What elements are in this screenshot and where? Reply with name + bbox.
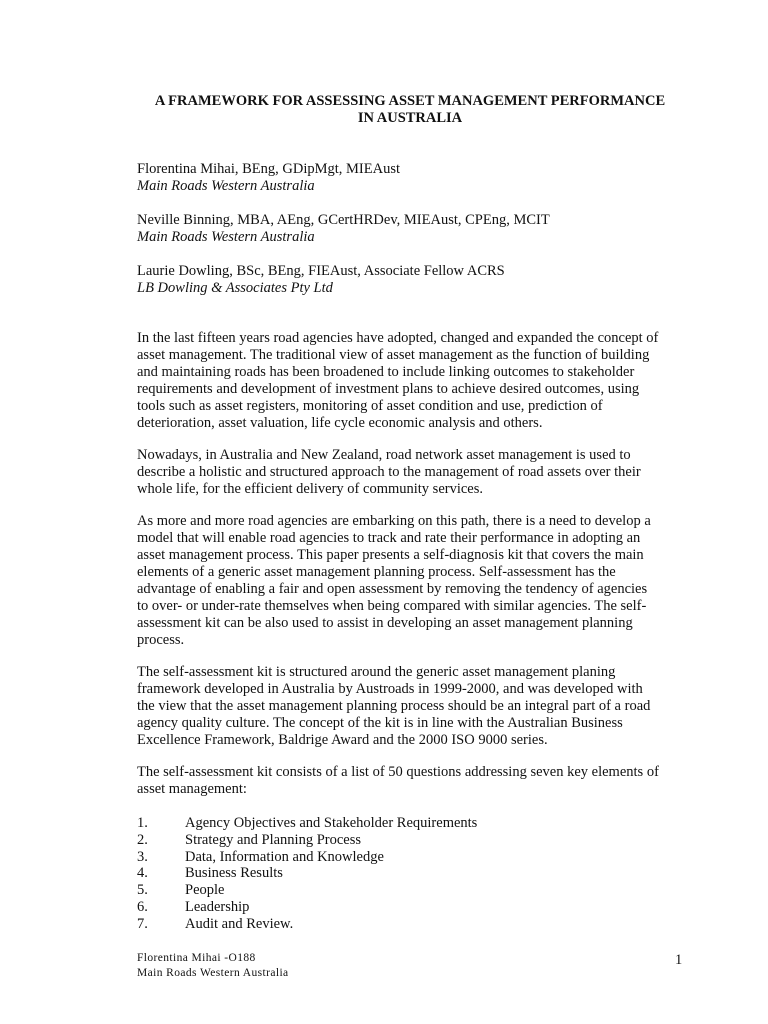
paragraph-line: and maintaining roads has been broadened to include linking outcomes to stakeholder (137, 364, 635, 380)
paper-title-line-1: A FRAMEWORK FOR ASSESSING ASSET MANAGEMENT PERFORMANCE (154, 93, 666, 109)
paragraph-line: the view that the asset management planning process should be an integral part of a road (137, 698, 651, 714)
paragraph-line: model that will enable road agencies to track and rate their performance in adopting an (137, 530, 641, 546)
paragraph-line: describe a holistic and structured approach to the management of road assets over their (137, 464, 641, 480)
paragraph-line: process. (137, 632, 185, 648)
paragraph-line: As more and more road agencies are embarking on this path, there is a need to develop a (137, 513, 651, 529)
page-number: 1 (675, 952, 683, 968)
author-name: Laurie Dowling, BSc, BEng, FIEAust, Associate Fellow ACRS (137, 263, 505, 279)
list-item-text: People (185, 882, 225, 899)
list-item-text: Leadership (185, 898, 250, 915)
author-name: Neville Binning, MBA, AEng, GCertHRDev, MIEAust, CPEng, MCIT (137, 212, 550, 228)
paragraph-line: In the last fifteen years road agencies have adopted, changed and expanded the concept of (137, 330, 659, 346)
list-item-number: 3. (137, 848, 148, 865)
list-item-text: Strategy and Planning Process (185, 831, 361, 848)
paragraph-line: Nowadays, in Australia and New Zealand, road network asset management is used to (137, 447, 631, 463)
list-item-number: 4. (137, 865, 148, 882)
paragraph-line: asset management. The traditional view of asset management as the function of building (137, 347, 650, 363)
body-paragraph (137, 764, 672, 798)
paragraph-line: deterioration, asset valuation, life cycle economic analysis and others. (137, 415, 543, 431)
paragraph-line: advantage of enabling a fair and open assessment by removing the tendency of agencies (137, 581, 648, 597)
list-item-text: Business Results (185, 865, 283, 882)
body-paragraph (137, 447, 672, 498)
list-item-number: 6. (137, 898, 148, 915)
paragraph-line: assessment kit can be also used to assist in developing an asset management planning (137, 615, 633, 631)
list-item-number: 7. (137, 915, 148, 932)
author-affiliation: Main Roads Western Australia (137, 178, 315, 194)
paragraph-line: asset management: (137, 781, 247, 797)
paragraph-line: framework developed in Australia by Austroads in 1999-2000, and was developed with (137, 681, 643, 697)
list-item-text: Audit and Review. (185, 915, 294, 932)
paper-title (120, 93, 700, 127)
paragraph-line: asset management process. This paper presents a self-diagnosis kit that covers the main (137, 547, 644, 563)
author-affiliation: Main Roads Western Australia (137, 229, 315, 245)
author-affiliation: LB Dowling & Associates Pty Ltd (137, 280, 333, 296)
list-item-text: Agency Objectives and Stakeholder Requirements (185, 815, 478, 831)
paragraph-line: Excellence Framework, Baldrige Award and the 2000 ISO 9000 series. (137, 732, 548, 748)
paragraph-line: requirements and development of investment plans to achieve desired outcomes, using (137, 381, 640, 397)
paragraph-line: elements of a generic asset management planning process. Self-assessment has the (137, 564, 616, 580)
paragraph-line: to over- or under-rate themselves when being compared with similar agencies. The self- (137, 598, 647, 614)
list-item-number: 2. (137, 831, 148, 848)
paragraph-line: tools such as asset registers, monitoring of asset condition and use, prediction of (137, 398, 603, 414)
list-item-number: 5. (137, 882, 148, 899)
list-item-number: 1. (137, 815, 148, 831)
paragraph-line: The self-assessment kit consists of a list of 50 questions addressing seven key elements of (137, 764, 659, 780)
paper-title-line-2: IN AUSTRALIA (357, 110, 463, 126)
body-paragraph (137, 330, 672, 432)
paragraph-line: whole life, for the efficient delivery of community services. (137, 481, 484, 497)
footer-organisation: Main Roads Western Australia (137, 967, 289, 979)
body-paragraph (137, 664, 672, 749)
paragraph-line: The self-assessment kit is structured around the generic asset management planing (137, 664, 616, 680)
paragraph-line: agency quality culture. The concept of the kit is in line with the Australian Business (137, 715, 623, 731)
body-paragraph (137, 513, 672, 649)
list-item-text: Data, Information and Knowledge (185, 848, 384, 865)
author-name: Florentina Mihai, BEng, GDipMgt, MIEAust (137, 161, 401, 177)
footer-author: Florentina Mihai -O188 (137, 952, 256, 964)
